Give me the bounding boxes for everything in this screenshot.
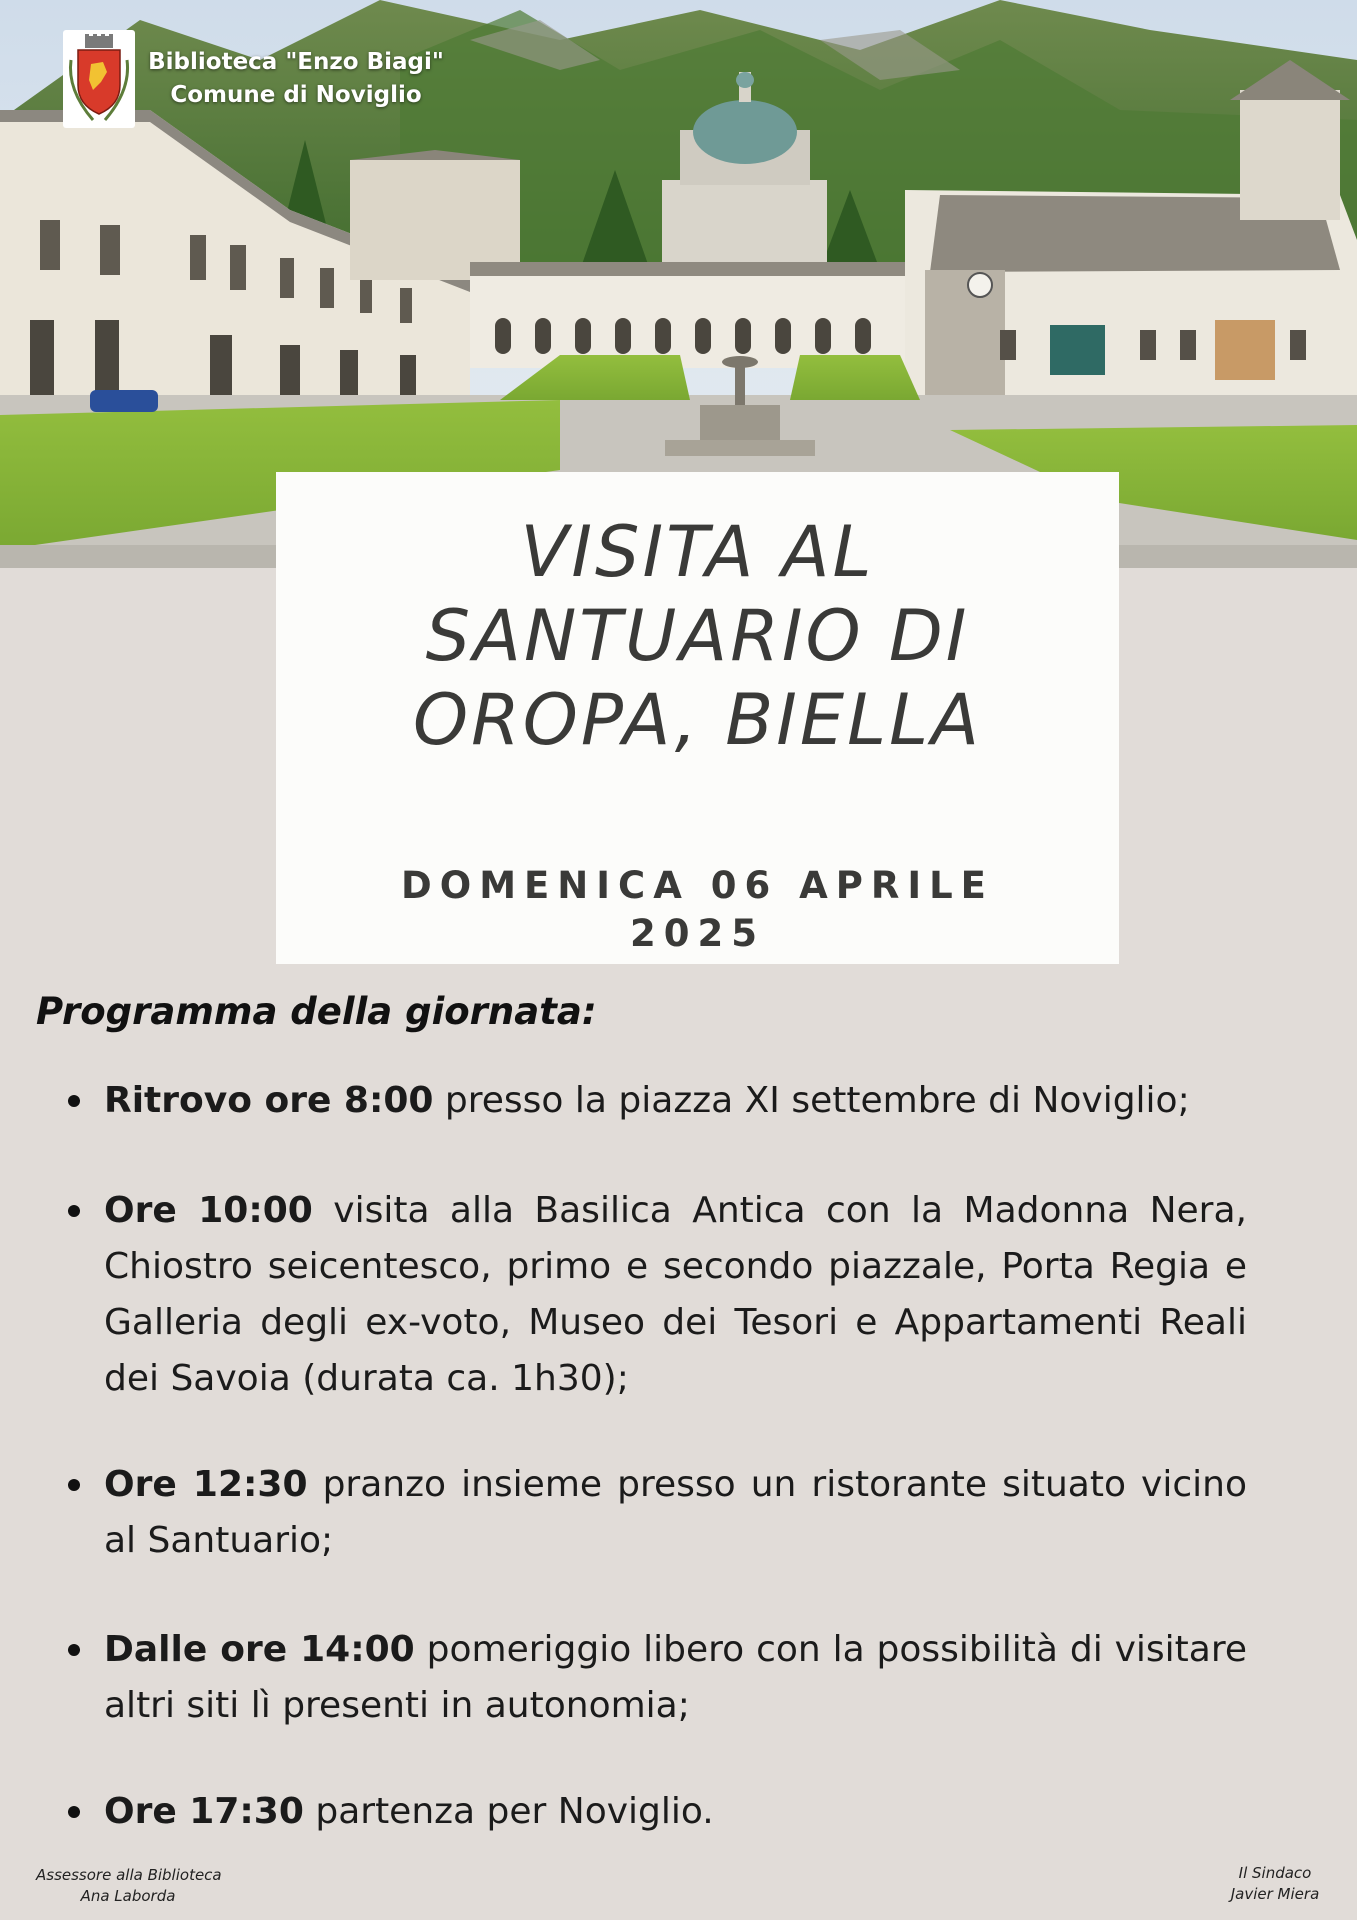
- library-name: Biblioteca "Enzo Biagi": [148, 49, 444, 75]
- program-item: [104, 1784, 1247, 1840]
- signature-right: [1214, 1863, 1336, 1905]
- title-line-2: SANTUARIO DI: [425, 595, 970, 677]
- program-item-text: pomeriggio libero con la possibilità di visitare altri siti lì presenti in autonomia;: [104, 1629, 1247, 1726]
- program-item-time: Ritrovo ore 8:00: [104, 1080, 434, 1121]
- program-item-text: partenza per Noviglio.: [303, 1791, 714, 1832]
- program-item: [104, 1183, 1247, 1407]
- bullet-dot-icon: [68, 1095, 80, 1107]
- bullet-dot-icon: [68, 1479, 80, 1491]
- bullet-dot-icon: [68, 1806, 80, 1818]
- bullet-dot-icon: [68, 1205, 80, 1217]
- title-line-1: VISITA AL: [520, 511, 875, 593]
- municipality-name: Comune di Noviglio: [170, 82, 422, 108]
- signature-right-role: Il Sindaco: [1238, 1864, 1312, 1882]
- program-item-time: Dalle ore 14:00: [104, 1629, 415, 1670]
- date-line-2: 2025: [630, 912, 765, 955]
- signature-left: [36, 1865, 220, 1907]
- signature-right-name: Javier Miera: [1230, 1885, 1320, 1903]
- program-item-time: Ore 10:00: [104, 1190, 313, 1231]
- program-item-time: Ore 17:30: [104, 1791, 304, 1832]
- program-heading: Programma della giornata:: [36, 990, 597, 1033]
- date-line-1: DOMENICA 06 APRILE: [401, 864, 994, 907]
- event-date: [276, 862, 1119, 958]
- signature-left-name: Ana Laborda: [80, 1887, 176, 1905]
- title-card: [276, 472, 1119, 964]
- coat-of-arms-icon: [63, 30, 135, 128]
- program-item: [104, 1622, 1247, 1734]
- title-line-3: OROPA, BIELLA: [412, 679, 983, 761]
- library-brand: [146, 46, 446, 112]
- signature-left-role: Assessore alla Biblioteca: [36, 1866, 222, 1884]
- program-item-text: visita alla Basilica Antica con la Madonna Nera, Chiostro seicentesco, primo e secondo piazzale, Porta Regia e Galleria degli ex-voto, Museo dei Tesori e Appartamenti Reali dei Savoia (durata ca. 1h30);: [104, 1190, 1247, 1399]
- program-item-text: presso la piazza XI settembre di Noviglio;: [433, 1080, 1190, 1121]
- program-item: [104, 1457, 1247, 1569]
- event-title: [276, 510, 1119, 762]
- program-item-text: pranzo insieme presso un ristorante situato vicino al Santuario;: [104, 1464, 1247, 1561]
- program-item: [104, 1073, 1247, 1129]
- program-item-time: Ore 12:30: [104, 1464, 308, 1505]
- bullet-dot-icon: [68, 1644, 80, 1656]
